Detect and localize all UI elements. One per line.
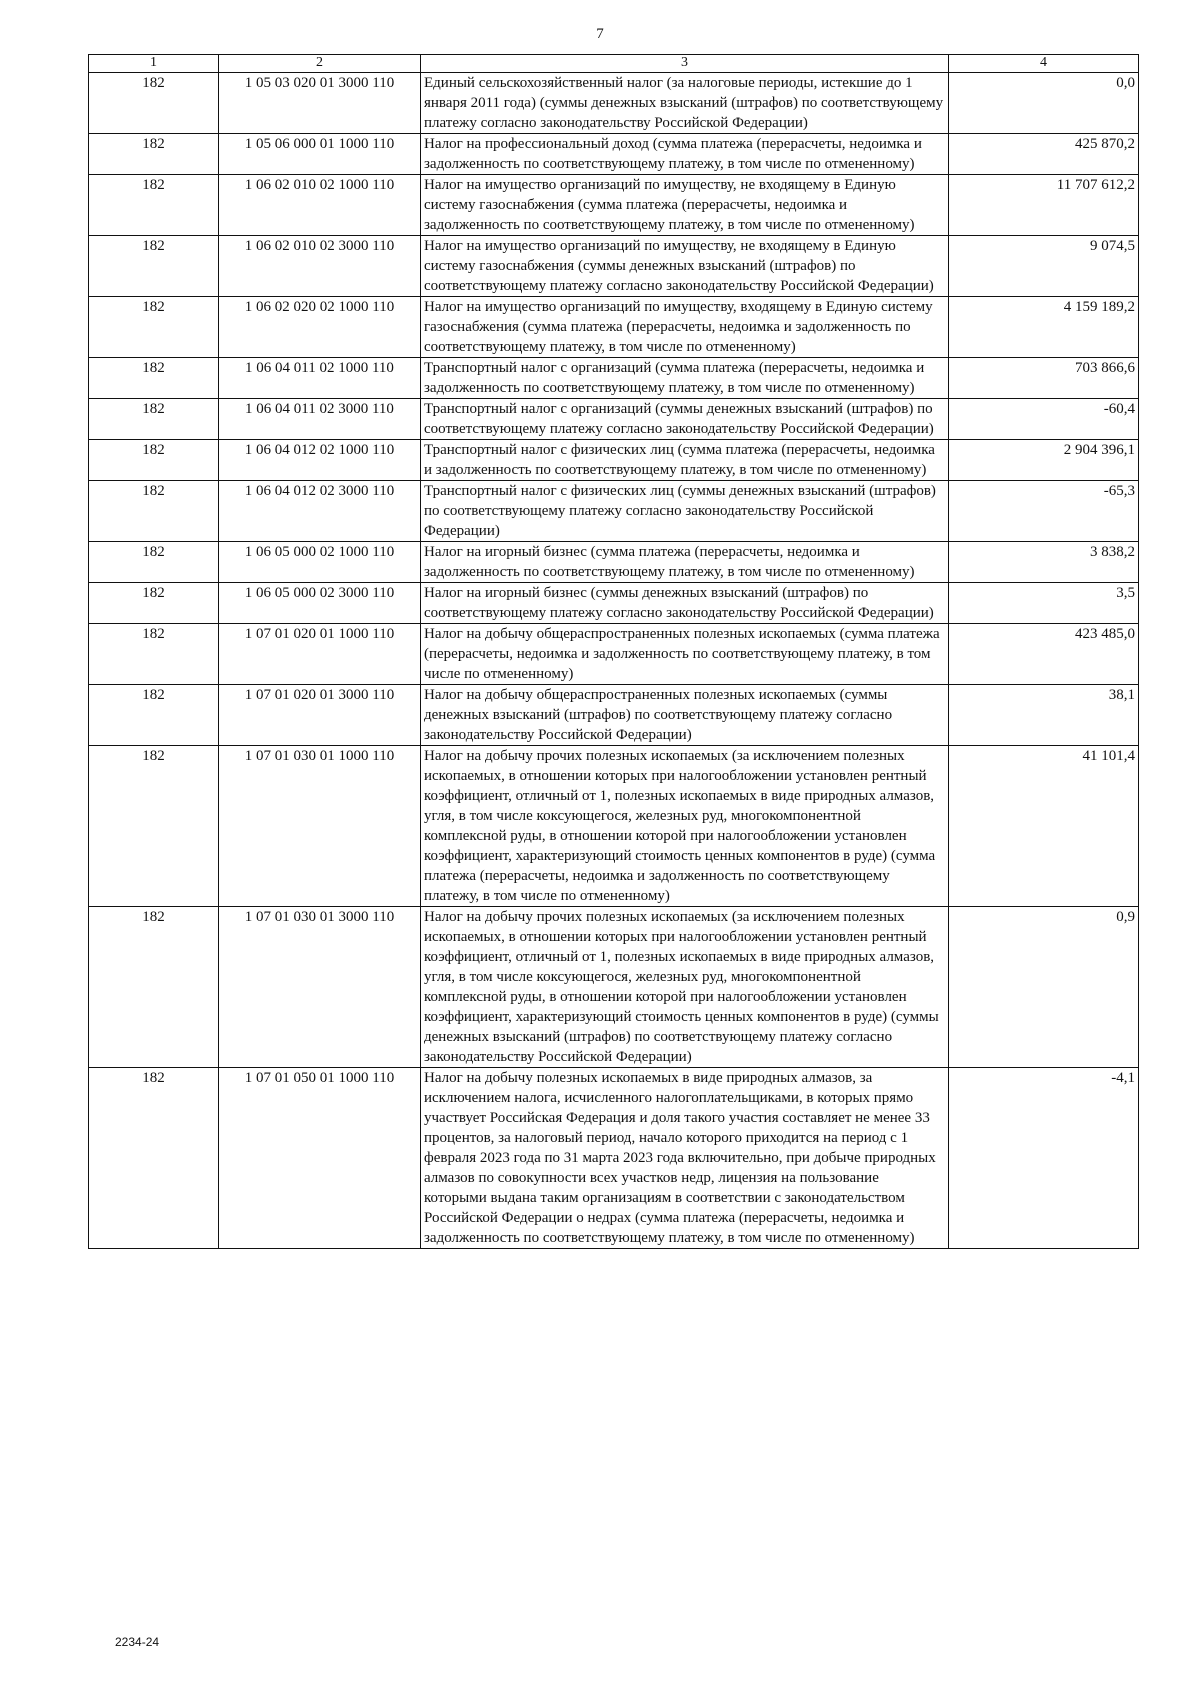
description-cell: Налог на добычу прочих полезных ископаемых (за исключением полезных ископаемых, в отношении которых при налогообложении установлен рентный коэффициент, отличный от 1, полезных ископаемых в виде природных алмазов, угля, в том числе коксующегося, железных руд, многокомпонентной комплексной руды, в отношении которой при налогообложении установлен коэффициент, характеризующий стоимость ценных компонентов в руде) (суммы денежных взысканий (штрафов) по соответствующему платежу согласно законодательству Российской Федерации) xyxy=(421,907,949,1068)
admin-code-cell: 182 xyxy=(89,297,219,358)
amount-cell: 0,9 xyxy=(949,907,1139,1068)
admin-code-cell: 182 xyxy=(89,358,219,399)
amount-cell: 11 707 612,2 xyxy=(949,175,1139,236)
column-header: 1 xyxy=(89,55,219,73)
page-number: 7 xyxy=(596,26,604,42)
column-header: 2 xyxy=(219,55,421,73)
admin-code-cell: 182 xyxy=(89,624,219,685)
admin-code-cell: 182 xyxy=(89,1068,219,1249)
admin-code-cell: 182 xyxy=(89,175,219,236)
description-cell: Налог на имущество организаций по имуществу, не входящему в Единую систему газоснабжения (суммы денежных взысканий (штрафов) по соответствующему платежу согласно законодательству Российской Федерации) xyxy=(421,236,949,297)
admin-code-cell: 182 xyxy=(89,236,219,297)
description-cell: Налог на добычу общераспространенных полезных ископаемых (сумма платежа (перерасчеты, недоимка и задолженность по соответствующему платежу, в том числе по отмененному) xyxy=(421,624,949,685)
table-row xyxy=(89,297,1139,358)
amount-cell: 2 904 396,1 xyxy=(949,440,1139,481)
amount-cell: 4 159 189,2 xyxy=(949,297,1139,358)
description-cell: Налог на добычу прочих полезных ископаемых (за исключением полезных ископаемых, в отношении которых при налогообложении установлен рентный коэффициент, отличный от 1, полезных ископаемых в виде природных алмазов, угля, в том числе коксующегося, железных руд, многокомпонентной комплексной руды, в отношении которой при налогообложении установлен коэффициент, характеризующий стоимость ценных компонентов в руде) (сумма платежа (перерасчеты, недоимка и задолженность по соответствующему платежу, в том числе по отмененному) xyxy=(421,746,949,907)
budget-code-cell: 1 07 01 050 01 1000 110 xyxy=(219,1068,421,1249)
document-code: 2234-24 xyxy=(115,1635,160,1649)
amount-cell: 423 485,0 xyxy=(949,624,1139,685)
admin-code-cell: 182 xyxy=(89,685,219,746)
description-cell: Налог на имущество организаций по имуществу, не входящему в Единую систему газоснабжения (сумма платежа (перерасчеты, недоимка и задолженность по соответствующему платежу, в том числе по отмененному) xyxy=(421,175,949,236)
description-cell: Налог на профессиональный доход (сумма платежа (перерасчеты, недоимка и задолженность по соответствующему платежу, в том числе по отмененному) xyxy=(421,134,949,175)
table-row xyxy=(89,624,1139,685)
description-cell: Налог на имущество организаций по имуществу, входящему в Единую систему газоснабжения (сумма платежа (перерасчеты, недоимка и задолженность по соответствующему платежу, в том числе по отмененному) xyxy=(421,297,949,358)
admin-code-cell: 182 xyxy=(89,73,219,134)
budget-code-cell: 1 06 04 012 02 1000 110 xyxy=(219,440,421,481)
amount-cell: 41 101,4 xyxy=(949,746,1139,907)
budget-code-cell: 1 05 03 020 01 3000 110 xyxy=(219,73,421,134)
revenue-table xyxy=(88,54,1139,1249)
description-cell: Транспортный налог с физических лиц (сумма платежа (перерасчеты, недоимка и задолженность по соответствующему платежу, в том числе по отмененному) xyxy=(421,440,949,481)
description-cell: Налог на игорный бизнес (сумма платежа (перерасчеты, недоимка и задолженность по соответствующему платежу, в том числе по отмененному) xyxy=(421,542,949,583)
budget-code-cell: 1 06 04 011 02 1000 110 xyxy=(219,358,421,399)
admin-code-cell: 182 xyxy=(89,134,219,175)
amount-cell: 0,0 xyxy=(949,73,1139,134)
admin-code-cell: 182 xyxy=(89,399,219,440)
budget-code-cell: 1 06 05 000 02 1000 110 xyxy=(219,542,421,583)
admin-code-cell: 182 xyxy=(89,907,219,1068)
table-row xyxy=(89,481,1139,542)
amount-cell: 9 074,5 xyxy=(949,236,1139,297)
table-row xyxy=(89,1068,1139,1249)
budget-code-cell: 1 06 02 010 02 1000 110 xyxy=(219,175,421,236)
table-row xyxy=(89,236,1139,297)
budget-code-cell: 1 07 01 030 01 1000 110 xyxy=(219,746,421,907)
amount-cell: 3 838,2 xyxy=(949,542,1139,583)
budget-code-cell: 1 06 02 010 02 3000 110 xyxy=(219,236,421,297)
budget-code-cell: 1 07 01 020 01 1000 110 xyxy=(219,624,421,685)
table-row xyxy=(89,542,1139,583)
budget-code-cell: 1 07 01 020 01 3000 110 xyxy=(219,685,421,746)
budget-code-cell: 1 06 02 020 02 1000 110 xyxy=(219,297,421,358)
table-row xyxy=(89,134,1139,175)
admin-code-cell: 182 xyxy=(89,481,219,542)
amount-cell: 3,5 xyxy=(949,583,1139,624)
budget-code-cell: 1 06 04 012 02 3000 110 xyxy=(219,481,421,542)
description-cell: Налог на добычу общераспространенных полезных ископаемых (суммы денежных взысканий (штрафов) по соответствующему платежу согласно законодательству Российской Федерации) xyxy=(421,685,949,746)
table-row xyxy=(89,583,1139,624)
amount-cell: -60,4 xyxy=(949,399,1139,440)
budget-code-cell: 1 06 04 011 02 3000 110 xyxy=(219,399,421,440)
amount-cell: 425 870,2 xyxy=(949,134,1139,175)
description-cell: Транспортный налог с организаций (суммы денежных взысканий (штрафов) по соответствующему платежу согласно законодательству Российской Федерации) xyxy=(421,399,949,440)
admin-code-cell: 182 xyxy=(89,746,219,907)
table-row xyxy=(89,685,1139,746)
budget-code-cell: 1 06 05 000 02 3000 110 xyxy=(219,583,421,624)
table-body xyxy=(89,73,1139,1249)
table-row xyxy=(89,907,1139,1068)
description-cell: Транспортный налог с организаций (сумма платежа (перерасчеты, недоимка и задолженность по соответствующему платежу, в том числе по отмененному) xyxy=(421,358,949,399)
table-row xyxy=(89,440,1139,481)
budget-code-cell: 1 05 06 000 01 1000 110 xyxy=(219,134,421,175)
amount-cell: -65,3 xyxy=(949,481,1139,542)
table-row xyxy=(89,175,1139,236)
column-header: 3 xyxy=(421,55,949,73)
budget-code-cell: 1 07 01 030 01 3000 110 xyxy=(219,907,421,1068)
admin-code-cell: 182 xyxy=(89,542,219,583)
column-header: 4 xyxy=(949,55,1139,73)
admin-code-cell: 182 xyxy=(89,440,219,481)
table-row xyxy=(89,73,1139,134)
description-cell: Налог на добычу полезных ископаемых в виде природных алмазов, за исключением налога, исчисленного налогоплательщиками, в которых прямо участвует Российская Федерация и доля такого участия составляет не менее 33 процентов, за налоговый период, начало которого приходится на период с 1 февраля 2023 года по 31 марта 2023 года включительно, при добыче природных алмазов по совокупности всех участков недр, лицензия на пользование которыми выдана таким организациям в соответствии с законодательством Российской Федерации о недрах (сумма платежа (перерасчеты, недоимка и задолженность по соответствующему платежу, в том числе по отмененному) xyxy=(421,1068,949,1249)
amount-cell: -4,1 xyxy=(949,1068,1139,1249)
description-cell: Единый сельскохозяйственный налог (за налоговые периоды, истекшие до 1 января 2011 года) (суммы денежных взысканий (штрафов) по соответствующему платежу согласно законодательству Российской Федерации) xyxy=(421,73,949,134)
amount-cell: 38,1 xyxy=(949,685,1139,746)
table-row xyxy=(89,358,1139,399)
description-cell: Транспортный налог с физических лиц (суммы денежных взысканий (штрафов) по соответствующему платежу согласно законодательству Российской Федерации) xyxy=(421,481,949,542)
table-row xyxy=(89,399,1139,440)
table-row xyxy=(89,746,1139,907)
description-cell: Налог на игорный бизнес (суммы денежных взысканий (штрафов) по соответствующему платежу согласно законодательству Российской Федерации) xyxy=(421,583,949,624)
column-number-row xyxy=(89,55,1139,73)
amount-cell: 703 866,6 xyxy=(949,358,1139,399)
admin-code-cell: 182 xyxy=(89,583,219,624)
